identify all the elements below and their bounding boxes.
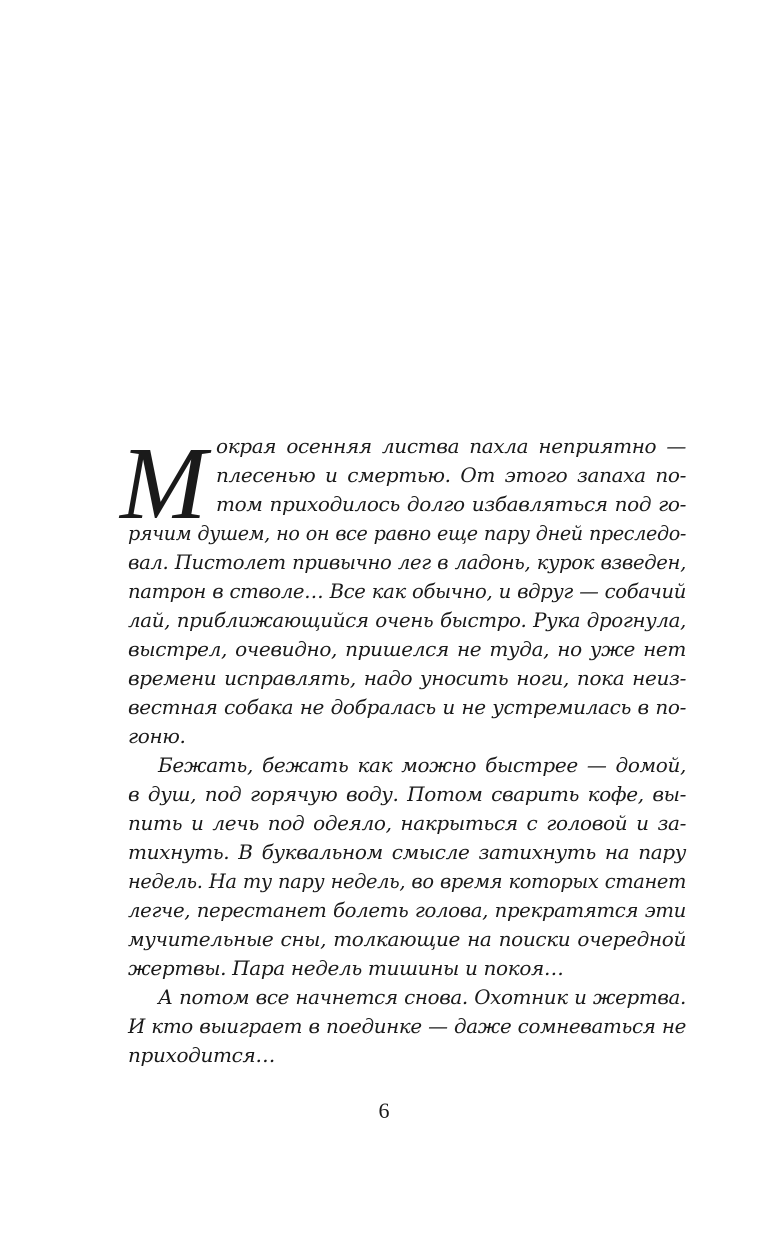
text-line: рячим душем, но он все равно еще пару дней преследо- <box>128 522 686 545</box>
text-line: лай, приближающийся очень быстро. Рука дрогнула, <box>128 609 686 632</box>
text-line: гоню. <box>128 724 186 748</box>
paragraph-3 <box>128 983 686 1070</box>
page-number: 6 <box>378 1098 390 1123</box>
text-line: Бежать, бежать как можно быстрее — домой, <box>158 753 686 777</box>
text-line: мучительные сны, толкающие на поиски очередной <box>128 927 686 951</box>
text-line: приходится… <box>128 1043 275 1067</box>
text-line: жертвы. Пара недель тишины и покоя… <box>128 956 564 980</box>
text-line: в душ, под горячую воду. Потом сварить кофе, вы- <box>128 782 686 806</box>
text-line: выстрел, очевидно, пришелся не туда, но уже нет <box>128 637 686 661</box>
paragraph-1 <box>128 432 686 751</box>
body-text <box>120 426 686 1070</box>
text-line: вестная собака не добралась и не устремилась в по- <box>128 695 686 719</box>
text-line: пить и лечь под одеяло, накрыться с головой и за- <box>128 811 686 835</box>
text-line: времени исправлять, надо уносить ноги, пока неиз- <box>128 666 686 690</box>
text-line: плесенью и смертью. От этого запаха по- <box>216 463 686 487</box>
text-line: патрон в стволе… Все как обычно, и вдруг — собачий <box>128 580 686 603</box>
paragraph-2 <box>128 751 686 983</box>
text-line: вал. Пистолет привычно лег в ладонь, курок взведен, <box>128 551 686 574</box>
text-line: окрая осенняя листва пахла неприятно — <box>216 434 686 458</box>
drop-cap: М <box>120 426 207 541</box>
text-line: А потом все начнется снова. Охотник и жертва. <box>158 986 686 1009</box>
text-line: тихнуть. В буквальном смысле затихнуть на пару <box>128 840 686 864</box>
text-line: недель. На ту пару недель, во время которых станет <box>128 870 686 893</box>
text-line: легче, перестанет болеть голова, прекратятся эти <box>128 899 686 922</box>
text-line: том приходилось долго избавляться под го- <box>216 492 686 516</box>
text-line: И кто выиграет в поединке — даже сомневаться не <box>128 1015 686 1038</box>
